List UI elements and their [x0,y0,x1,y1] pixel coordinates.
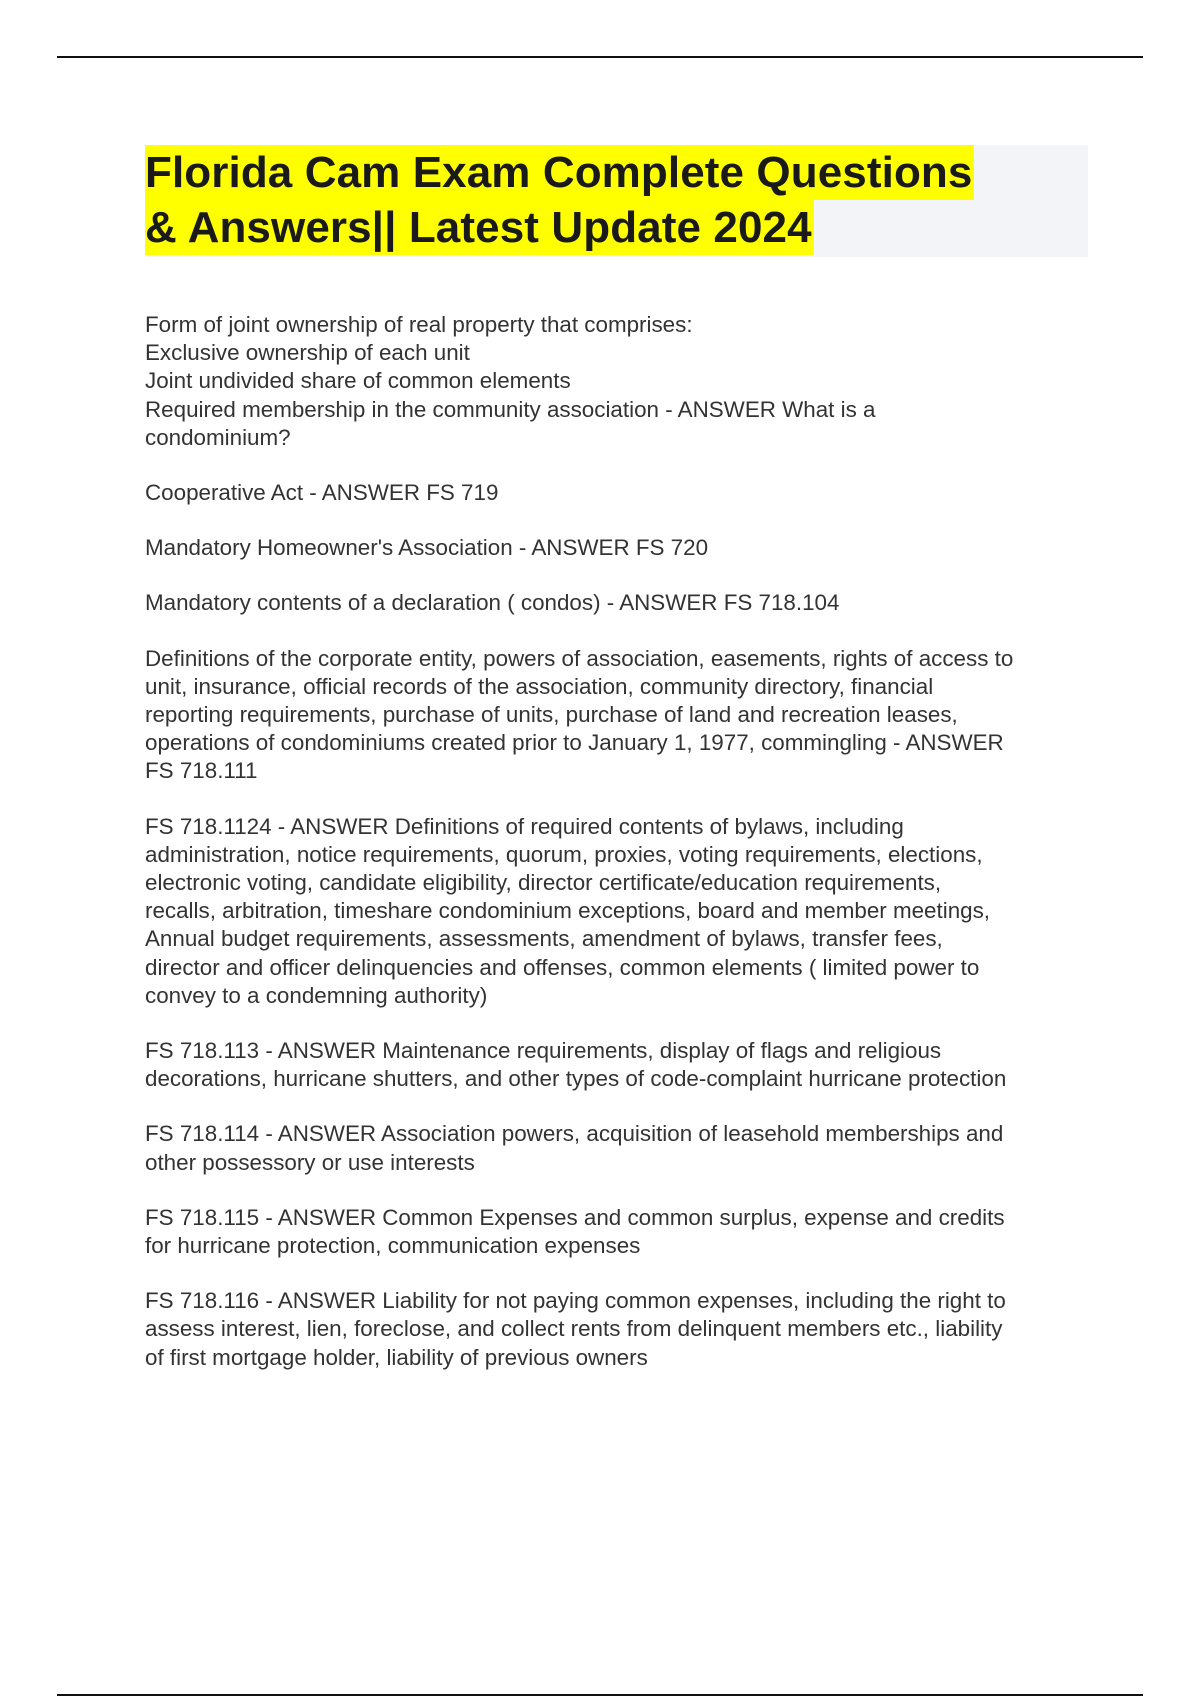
top-rule [57,56,1143,58]
qa-item [145,1120,1105,1176]
qa-text-line: convey to a condemning authority) [145,982,488,1008]
qa-text-line: FS 718.111 [145,758,258,784]
qa-text-line: unit, insurance, official records of the association, community directory, financial [145,673,934,699]
qa-text-line: Required membership in the community association - ANSWER What is a [145,396,876,422]
qa-text-line: Form of joint ownership of real property that comprises: [145,312,693,337]
qa-text-line: FS 718.113 - ANSWER Maintenance requirements, display of flags and religious [145,1038,942,1064]
qa-item [145,1204,1105,1260]
qa-text-line: decorations, hurricane shutters, and other types of code-complaint hurricane protection [145,1066,1007,1092]
qa-text-line: assess interest, lien, foreclose, and collect rents from delinquent members etc., liability [145,1316,1003,1342]
qa-list [145,311,1105,1399]
title-line-2: & Answers|| Latest Update 2024 [145,200,814,255]
document-title [145,145,1088,257]
qa-text-line: recalls, arbitration, timeshare condominium exceptions, board and member meetings, [145,898,991,924]
qa-text-line: FS 718.115 - ANSWER Common Expenses and common surplus, expense and credits [145,1204,1005,1230]
qa-text-line: of first mortgage holder, liability of previous owners [145,1344,648,1370]
qa-item [145,813,1105,1010]
bottom-rule [57,1694,1143,1696]
qa-text-line: Joint undivided share of common elements [145,368,571,394]
qa-text-line: Definitions of the corporate entity, powers of association, easements, rights of access to [145,645,1014,671]
qa-text-line: Exclusive ownership of each unit [145,340,470,366]
qa-text-line: reporting requirements, purchase of units, purchase of land and recreation leases, [145,702,958,728]
qa-item [145,1287,1105,1372]
qa-text-line: other possessory or use interests [145,1149,475,1175]
qa-item [145,589,1105,617]
qa-text-line: Cooperative Act - ANSWER FS 719 [145,480,499,506]
qa-item [145,479,1105,507]
qa-text-line: FS 718.114 - ANSWER Association powers, acquisition of leasehold memberships and [145,1121,1004,1147]
qa-text-line: Mandatory contents of a declaration ( condos) - ANSWER FS 718.104 [145,590,840,616]
qa-text-line: FS 718.1124 - ANSWER Definitions of required contents of bylaws, including [145,813,904,839]
qa-text-line: operations of condominiums created prior to January 1, 1977, commingling - ANSWER [145,730,1004,756]
qa-text-line: electronic voting, candidate eligibility, director certificate/education requirements, [145,870,942,896]
qa-text-line: for hurricane protection, communication expenses [145,1233,641,1259]
qa-text-line: administration, notice requirements, quorum, proxies, voting requirements, elections, [145,841,983,867]
qa-text-line: Annual budget requirements, assessments, amendment of bylaws, transfer fees, [145,926,943,952]
qa-item [145,645,1105,786]
qa-text-line: director and officer delinquencies and offenses, common elements ( limited power to [145,954,980,980]
qa-item [145,311,1105,452]
qa-text-line: Mandatory Homeowner's Association - ANSWER FS 720 [145,535,709,561]
qa-item [145,534,1105,562]
qa-text-line: condominium? [145,424,291,450]
qa-item [145,1037,1105,1093]
title-line-1: Florida Cam Exam Complete Questions [145,145,974,200]
qa-text-line: FS 718.116 - ANSWER Liability for not paying common expenses, including the right to [145,1288,1006,1314]
